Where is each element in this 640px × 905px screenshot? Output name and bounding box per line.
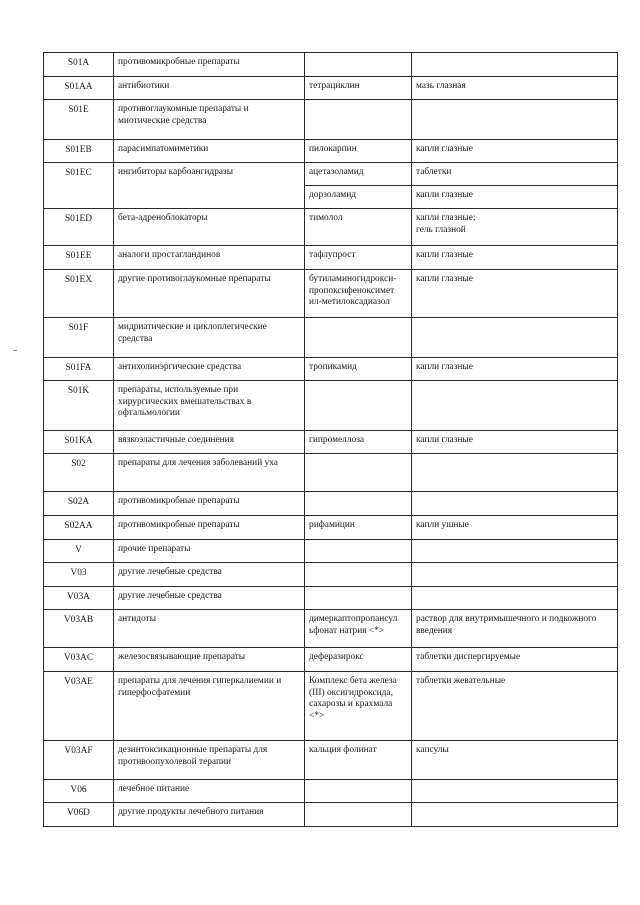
drug-name: дорзоламид [305,186,412,209]
table-row [44,163,618,186]
atc-code: S01ED [44,209,114,246]
drug-name: пилокарпин [305,140,412,163]
group-name: противомикробные препараты [114,516,305,540]
atc-code: S01F [44,318,114,358]
drug-name: рифамицин [305,516,412,540]
atc-code: S01EE [44,246,114,270]
drug-name: тетрациклин [305,77,412,100]
table-row [44,741,618,780]
atc-code: V03AB [44,610,114,648]
table-row [44,454,618,492]
atc-code: S01KA [44,431,114,454]
table-row [44,563,618,587]
table-row [44,610,618,648]
atc-code: V03AF [44,741,114,780]
atc-code: S01FA [44,358,114,381]
group-name: бета-адреноблокаторы [114,209,305,246]
group-name: дезинтоксикационные препараты для противоопухолевой терапии [114,741,305,780]
drug-name: бутиламиногидрокси-пропоксифеноксимет ил-метилоксадиазол [305,270,412,318]
dosage-form: капли глазные [412,246,618,270]
atc-code: S01EB [44,140,114,163]
dosage-form: таблетки диспергируемые [412,648,618,672]
drug-name [305,563,412,587]
group-name: другие продукты лечебного питания [114,803,305,827]
atc-code: S01E [44,100,114,140]
table-row [44,492,618,516]
scan-speck [13,350,17,351]
atc-code: S01A [44,53,114,77]
drug-name [305,318,412,358]
atc-code: S02 [44,454,114,492]
drug-name: кальция фолинат [305,741,412,780]
dosage-form: капли глазные; гель глазной [412,209,618,246]
atc-code: S01AA [44,77,114,100]
group-name: другие лечебные средства [114,563,305,587]
atc-code: S02A [44,492,114,516]
drug-name: тафлупрост [305,246,412,270]
atc-code: V03 [44,563,114,587]
drug-name [305,454,412,492]
atc-code: V [44,540,114,563]
group-name: мидриатические и циклоплегические средства [114,318,305,358]
drug-classification-table [43,52,618,827]
group-name: препараты, используемые при хирургических вмешательствах в офтальмологии [114,381,305,431]
drug-name [305,803,412,827]
drug-name [305,381,412,431]
drug-name [305,780,412,803]
dosage-form [412,454,618,492]
atc-code: V03A [44,587,114,610]
group-name: противоглаукомные препараты и миотические средства [114,100,305,140]
group-name: железосвязывающие препараты [114,648,305,672]
drug-name [305,492,412,516]
group-name: прочие препараты [114,540,305,563]
table-row [44,648,618,672]
dosage-form: таблетки жевательные [412,672,618,741]
drug-name: тимолол [305,209,412,246]
atc-code: S01EX [44,270,114,318]
table-row [44,100,618,140]
group-name: препараты для лечения заболеваний уха [114,454,305,492]
drug-name [305,100,412,140]
dosage-form: капли глазные [412,140,618,163]
table-row [44,431,618,454]
group-name: вязкоэластичные соединения [114,431,305,454]
dosage-form [412,587,618,610]
table-row [44,209,618,246]
group-name: парасимпатомиметики [114,140,305,163]
atc-code: S01K [44,381,114,431]
table-row [44,358,618,381]
dosage-form: мазь глазная [412,77,618,100]
group-name: антидоты [114,610,305,648]
group-name: антибиотики [114,77,305,100]
table-row [44,270,618,318]
drug-name: деферазирокс [305,648,412,672]
atc-code: S02AA [44,516,114,540]
group-name: антихолинэргические средства [114,358,305,381]
dosage-form: капли глазные [412,431,618,454]
table-row [44,780,618,803]
group-name: аналоги простагландинов [114,246,305,270]
drug-name: гипромеллоза [305,431,412,454]
group-name: другие противоглаукомные препараты [114,270,305,318]
dosage-form [412,318,618,358]
atc-code: V03AC [44,648,114,672]
dosage-form: раствор для внутримышечного и подкожного введения [412,610,618,648]
drug-name: Комплекс бета железа (III) оксигидроксида, сахарозы и крахмала <*> [305,672,412,741]
dosage-form [412,53,618,77]
dosage-form [412,780,618,803]
table-row [44,381,618,431]
table-row [44,540,618,563]
dosage-form [412,492,618,516]
drug-name [305,587,412,610]
dosage-form: капли глазные [412,186,618,209]
dosage-form [412,540,618,563]
group-name: препараты для лечения гиперкалиемии и гиперфосфатемии [114,672,305,741]
group-name: другие лечебные средства [114,587,305,610]
drug-name: ацетазоламид [305,163,412,186]
dosage-form [412,563,618,587]
table-row [44,53,618,77]
dosage-form [412,381,618,431]
atc-code: V03AE [44,672,114,741]
table-row [44,140,618,163]
table-row [44,318,618,358]
dosage-form: капли ушные [412,516,618,540]
dosage-form: таблетки [412,163,618,186]
table-row [44,246,618,270]
dosage-form: капли глазные [412,270,618,318]
dosage-form [412,100,618,140]
table-row [44,77,618,100]
drug-name [305,540,412,563]
group-name: противомикробные препараты [114,53,305,77]
atc-code: V06D [44,803,114,827]
atc-code: S01EC [44,163,114,209]
group-name: ингибиторы карбоангидразы [114,163,305,209]
dosage-form [412,803,618,827]
dosage-form: капсулы [412,741,618,780]
dosage-form: капли глазные [412,358,618,381]
group-name: лечебное питание [114,780,305,803]
table-row [44,672,618,741]
drug-name: тропикамид [305,358,412,381]
atc-code: V06 [44,780,114,803]
drug-name: димеркаптопропансул ьфонат натрия <*> [305,610,412,648]
group-name: противомикробные препараты [114,492,305,516]
table-row [44,587,618,610]
drug-name [305,53,412,77]
table-row [44,516,618,540]
table-row [44,803,618,827]
